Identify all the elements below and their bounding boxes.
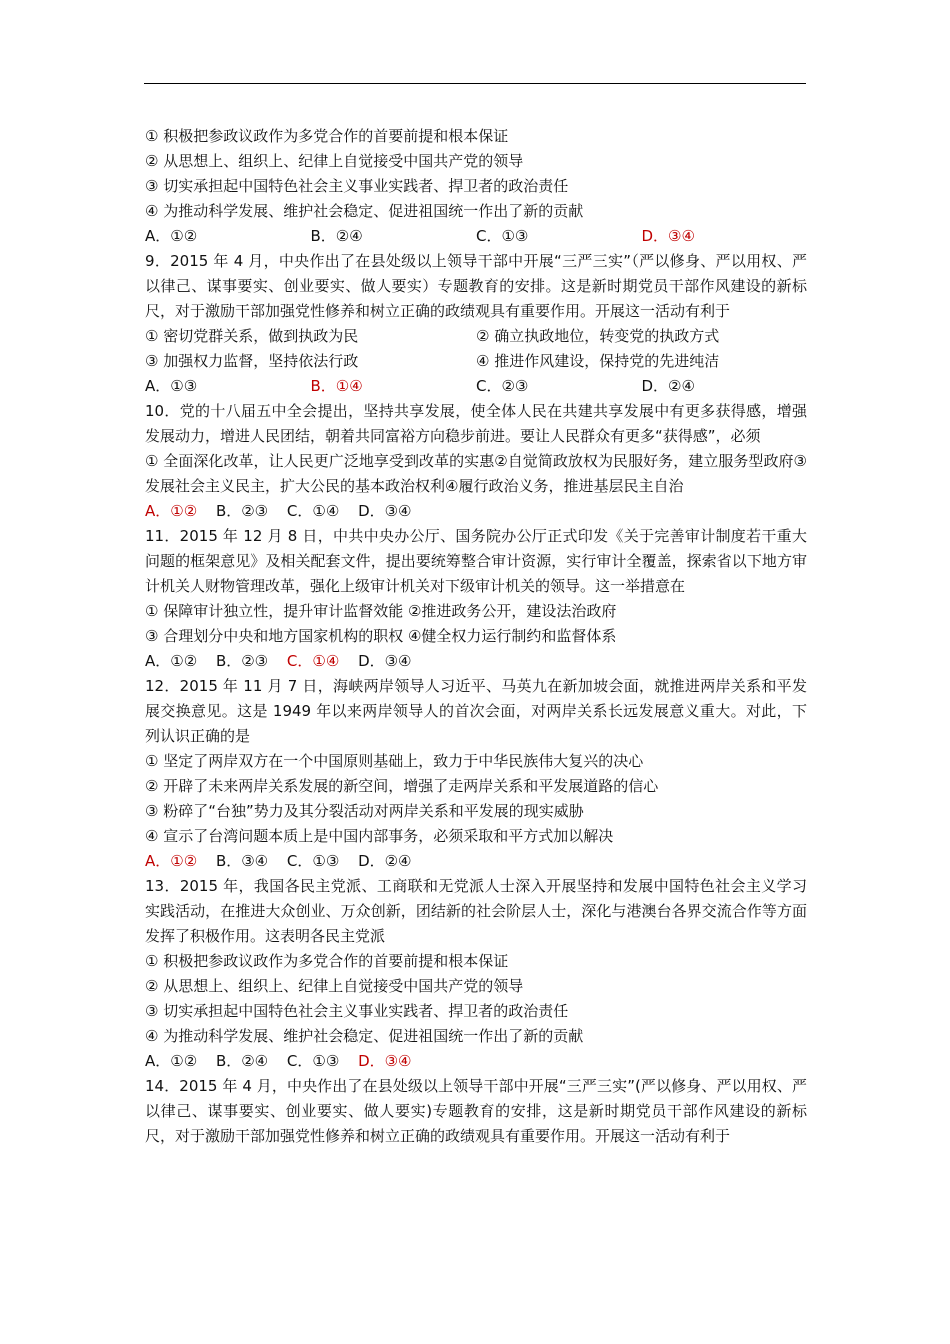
q9-choice-d: D．②④ — [641, 377, 695, 395]
q13-choice-b: B．②④ — [215, 1052, 269, 1070]
q12-option-4: ④ 宣示了台湾问题本质上是中国内部事务，必须采取和平方式加以解决 — [145, 827, 614, 845]
q8-choice-c: C．①③ — [476, 227, 529, 245]
q10-stem: 10．党的十八届五中全会提出，坚持共享发展，使全体人民在共建共享发展中有更多获得感，增强发展动力，增进人民团结，朝着共同富裕方向稳步前进。要让人民群众有更多“获得感”，必须 — [145, 402, 807, 445]
q9-options-row-1 — [145, 324, 807, 349]
q8-option-4: ④ 为推动科学发展、维护社会稳定、促进祖国统一作出了新的贡献 — [145, 202, 584, 220]
q10-choice-b: B．②③ — [215, 502, 269, 520]
q12-choices — [145, 849, 807, 874]
q9-option-1: ① 密切党群关系，做到执政为民 — [145, 327, 359, 345]
q8-option-1: ① 积极把参政议政作为多党合作的首要前提和根本保证 — [145, 127, 509, 145]
q12-option-1: ① 坚定了两岸双方在一个中国原则基础上，致力于中华民族伟大复兴的决心 — [145, 752, 644, 770]
q13-option-3: ③ 切实承担起中国特色社会主义事业实践者、捍卫者的政治责任 — [145, 1002, 569, 1020]
q12-option-3: ③ 粉碎了“台独”势力及其分裂活动对两岸关系和平发展的现实威胁 — [145, 802, 584, 820]
q11-choice-c-answer: C．①④ — [286, 652, 340, 670]
q8-choice-d-answer: D．③④ — [641, 227, 695, 245]
q9-stem: 9．2015 年 4 月，中央作出了在县处级以上领导干部中开展“三严三实”（严以修身、严以用权、严以律己、谋事要实、创业要实、做人要实）专题教育的安排。这是新时期党员干部作风建设的新标尺，对于激励干部加强党性修养和树立正确的政绩观具有重要作用。开展这一活动有利于 — [145, 252, 807, 320]
q9-option-2: ② 确立执政地位，转变党的执政方式 — [476, 327, 720, 345]
q12-choice-a-answer: A．①② — [145, 852, 198, 870]
q9-choice-c: C．②③ — [476, 377, 529, 395]
q10-choice-c: C．①④ — [286, 502, 340, 520]
q13-stem: 13．2015 年，我国各民主党派、工商联和无党派人士深入开展坚持和发展中国特色社会主义学习实践活动，在推进大众创业、万众创新，团结新的社会阶层人士，深化与港澳台各界交流合作等方面发挥了积极作用。这表明各民主党派 — [145, 877, 807, 945]
q13-choices — [145, 1049, 807, 1074]
q9-options-row-2 — [145, 349, 807, 374]
q12-choice-d: D．②④ — [358, 852, 412, 870]
q12-choice-b: B．③④ — [215, 852, 269, 870]
q8-choice-b: B．②④ — [310, 227, 363, 245]
q10-options: ① 全面深化改革，让人民更广泛地享受到改革的实惠②自觉简政放权为民服好务，建立服务型政府③发展社会主义民主，扩大公民的基本政治权利④履行政治义务，推进基层民主自治 — [145, 452, 807, 495]
q13-option-1: ① 积极把参政议政作为多党合作的首要前提和根本保证 — [145, 952, 509, 970]
q13-choice-c: C．①③ — [286, 1052, 340, 1070]
q12-option-2: ② 开辟了未来两岸关系发展的新空间，增强了走两岸关系和平发展道路的信心 — [145, 777, 659, 795]
q8-option-3: ③ 切实承担起中国特色社会主义事业实践者、捍卫者的政治责任 — [145, 177, 569, 195]
q10-choices — [145, 499, 807, 524]
q8-choices — [145, 224, 807, 249]
document-body — [145, 124, 807, 1149]
q11-choice-b: B．②③ — [215, 652, 269, 670]
q9-choices — [145, 374, 807, 399]
q10-choice-d: D．③④ — [358, 502, 412, 520]
q11-options-row-2: ③ 合理划分中央和地方国家机构的职权 ④健全权力运行制约和监督体系 — [145, 627, 617, 645]
q8-option-2: ② 从思想上、组织上、纪律上自觉接受中国共产党的领导 — [145, 152, 524, 170]
q9-option-3: ③ 加强权力监督，坚持依法行政 — [145, 352, 359, 370]
q13-option-4: ④ 为推动科学发展、维护社会稳定、促进祖国统一作出了新的贡献 — [145, 1027, 584, 1045]
q13-choice-d-answer: D．③④ — [358, 1052, 412, 1070]
q14-stem: 14．2015 年 4 月，中央作出了在县处级以上领导干部中开展“三严三实”(严以修身、严以用权、严以律己、谋事要实、创业要实、做人要实)专题教育的安排，这是新时期党员干部作风建设的新标尺，对于激励干部加强党性修养和树立正确的政绩观具有重要作用。开展这一活动有利于 — [145, 1077, 807, 1145]
q9-option-4: ④ 推进作风建设，保持党的先进纯洁 — [476, 352, 720, 370]
q9-choice-b-answer: B．①④ — [310, 377, 363, 395]
q12-stem: 12．2015 年 11 月 7 日，海峡两岸领导人习近平、马英九在新加坡会面，就推进两岸关系和平发展交换意见。这是 1949 年以来两岸领导人的首次会面，对两岸关系长远发展意义重大。对此，下列认识正确的是 — [145, 677, 807, 745]
q11-choice-a: A．①② — [145, 652, 198, 670]
q10-choice-a-answer: A．①② — [145, 502, 198, 520]
q9-choice-a: A．①③ — [145, 377, 198, 395]
q11-stem: 11．2015 年 12 月 8 日，中共中央办公厅、国务院办公厅正式印发《关于完善审计制度若干重大问题的框架意见》及相关配套文件，提出要统筹整合审计资源，实行审计全覆盖，探索省以下地方审计机关人财物管理改革，强化上级审计机关对下级审计机关的领导。这一举措意在 — [145, 527, 807, 595]
q12-choice-c: C．①③ — [286, 852, 340, 870]
q11-choice-d: D．③④ — [358, 652, 412, 670]
q13-option-2: ② 从思想上、组织上、纪律上自觉接受中国共产党的领导 — [145, 977, 524, 995]
header-rule — [144, 83, 806, 84]
q11-choices — [145, 649, 807, 674]
q13-choice-a: A．①② — [145, 1052, 198, 1070]
q8-choice-a: A．①② — [145, 227, 198, 245]
q11-options-row-1: ① 保障审计独立性，提升审计监督效能 ②推进政务公开，建设法治政府 — [145, 602, 617, 620]
